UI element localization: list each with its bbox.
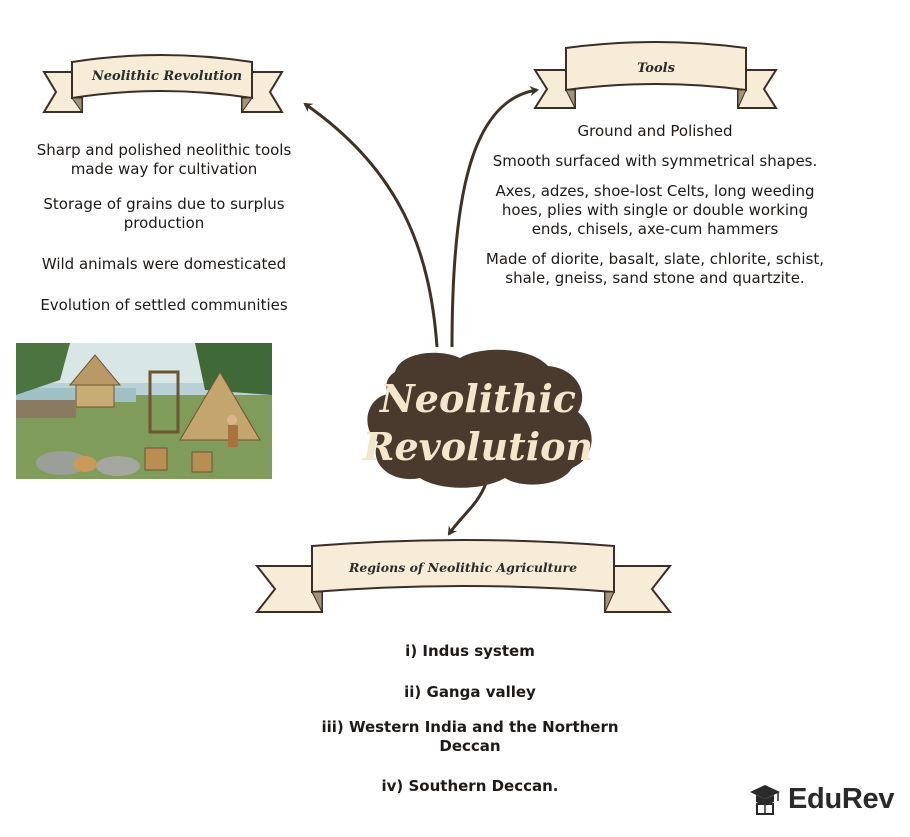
- right-point: Ground and Polished: [577, 122, 733, 140]
- left-points: [8, 141, 320, 315]
- left-point: Evolution of settled communities: [40, 296, 288, 314]
- left-point: Wild animals were domesticated: [41, 255, 287, 273]
- neolithic-village-illustration: [16, 343, 272, 479]
- region-item: ii) Ganga valley: [404, 683, 536, 701]
- center-node: [362, 350, 593, 488]
- center-title-line-2: Revolution: [362, 424, 594, 469]
- left-point: Storage of grains due to surplus production: [43, 195, 285, 232]
- logo-text: EduRev: [788, 782, 895, 815]
- banner-label-left: Neolithic Revolution: [91, 69, 243, 84]
- banner-label-bottom: Regions of Neolithic Agriculture: [348, 560, 578, 575]
- right-points: [485, 122, 825, 288]
- right-point: Made of diorite, basalt, slate, chlorite, schist, shale, gneiss, sand stone and quartzite.: [485, 250, 825, 287]
- right-point: Smooth surfaced with symmetrical shapes.: [492, 152, 818, 170]
- left-point: Sharp and polished neolithic tools made way for cultivation: [36, 141, 292, 178]
- edurev-logo: [748, 779, 903, 819]
- region-item: iii) Western India and the Northern Deccan: [321, 718, 619, 755]
- banner-regions: [257, 540, 670, 612]
- banner-tools: [535, 42, 776, 108]
- connector-to-left: [305, 104, 437, 347]
- region-item: i) Indus system: [405, 642, 535, 660]
- right-point: Axes, adzes, shoe-lost Celts, long weeding hoes, plies with single or double working ends, chisels, axe-cum hammers: [495, 182, 815, 238]
- banner-neolithic-revolution: [44, 55, 282, 112]
- banner-label-right: Tools: [637, 61, 675, 76]
- region-item: iv) Southern Deccan.: [381, 777, 559, 795]
- region-list: [290, 642, 650, 796]
- graduation-cap-icon: [748, 782, 782, 816]
- connector-to-bottom: [449, 483, 486, 534]
- center-title-line-1: Neolithic: [380, 376, 576, 421]
